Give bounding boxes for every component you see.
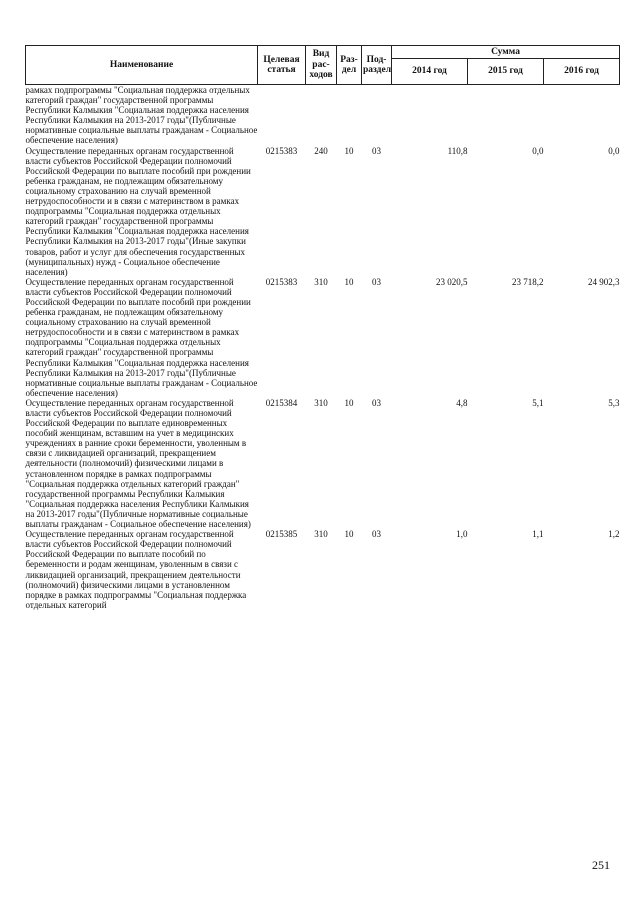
cell-target-article: 0215383	[265, 276, 298, 287]
cell-sum-2015	[468, 85, 544, 146]
cell-name: Осуществление переданных органам государственной власти субъектов Российской Федерации полномочий Российской Федерации по выплате пособий при рождении ребенка гражданам, не подлежащим обязательному социальному страхованию на случай временной нетрудоспособности и в связи с материнством в рамках подпрограммы "Социальная поддержка отдельных категорий граждан" государственной программы Республики Калмыкия "Социальная поддержка населения Республики Калмыкия на 2013-2017 годы"(Публичные нормативные социальные выплаты гражданам - Социальное обеспечение населения)	[25, 276, 258, 398]
cell-subsection: 03	[372, 397, 381, 408]
cell-name: Осуществление переданных органам государственной власти субъектов Российской Федерации полномочий Российской Федерации по выплате пособий при рождении ребенка гражданам, не подлежащим обязательному социальному страхованию на случай временной нетрудоспособности и в связи с материнством в рамках подпрограммы "Социальная поддержка отдельных категорий граждан" государственной программы Республики Калмыкия "Социальная поддержка населения Республики Калмыкия на 2013-2017 годы"(Иные закупки товаров, работ и услуг для обеспечения государственных (муниципальных) нужд - Социальное обеспечение населения)	[25, 145, 251, 277]
header-year-2016: 2016 год	[544, 59, 620, 85]
cell-sum-2014: 4,8	[456, 397, 468, 408]
cell-target-article: 0215384	[265, 397, 298, 408]
cell-sum-2015: 5,1	[532, 397, 544, 408]
table-header	[26, 46, 620, 85]
cell-section: 10	[344, 397, 354, 408]
cell-name: Осуществление переданных органам государственной власти субъектов Российской Федерации полномочий Российской Федерации по выплате пособий по беременности и родам женщинам, уволенным в связи с ликвидацией организаций, прекращением деятельности (полномочий) физическими лицами в установленном порядке в рамках подпрограммы "Социальная поддержка отдельных категорий	[25, 529, 247, 610]
cell-sum-2015: 23 718,2	[512, 276, 544, 287]
page-number: 251	[592, 858, 610, 872]
header-name: Наименование	[26, 46, 258, 85]
cell-sum-2014: 23 020,5	[436, 276, 468, 287]
cell-section: 10	[344, 529, 354, 540]
cell-sum-2014: 1,0	[456, 529, 468, 540]
table-row	[26, 529, 620, 610]
cell-sum-2015: 1,1	[532, 529, 544, 540]
table-row	[26, 398, 620, 529]
cell-target-article: 0215385	[265, 529, 298, 540]
header-sum: Сумма	[392, 46, 620, 59]
table-row	[26, 85, 620, 146]
table-row	[26, 146, 620, 277]
cell-sum-2016	[544, 85, 620, 146]
cell-sum-2016: 0,0	[608, 145, 620, 156]
table-row	[26, 277, 620, 398]
header-year-2015: 2015 год	[468, 59, 544, 85]
cell-sum-2015: 0,0	[532, 145, 544, 156]
cell-subsection: 03	[372, 276, 381, 287]
budget-table	[25, 45, 620, 610]
cell-subsection: 03	[372, 529, 381, 540]
header-expense-type: Вид рас-ходов	[306, 46, 337, 85]
cell-sum-2016: 1,2	[608, 529, 620, 540]
cell-section: 10	[344, 145, 354, 156]
header-section: Раз-дел	[337, 46, 362, 85]
cell-subsection: 03	[372, 145, 381, 156]
cell-target-article: 0215383	[265, 145, 298, 156]
header-subsection: Под-раздел	[362, 46, 392, 85]
cell-name: рамках подпрограммы "Социальная поддержка отдельных категорий граждан" государственной программы Республики Калмыкия "Социальная поддержка населения Республики Калмыкия на 2013-2017 годы"(Публичные нормативные социальные выплаты гражданам - Социальное обеспечение населения)	[25, 85, 258, 146]
cell-expense-type: 310	[314, 276, 328, 287]
cell-sum-2016: 24 902,3	[588, 276, 620, 287]
cell-sum-2014: 110,8	[447, 145, 468, 156]
cell-target-article	[258, 85, 306, 146]
cell-expense-type: 310	[314, 529, 328, 540]
cell-expense-type	[306, 85, 337, 146]
cell-expense-type: 240	[314, 145, 328, 156]
cell-subsection	[362, 85, 392, 146]
cell-name: Осуществление переданных органам государственной власти субъектов Российской Федерации полномочий Российской Федерации по выплате единовременных пособий женщинам, вставшим на учет в медицинских учреждениях в ранние сроки беременности, уволенным в связи с ликвидацией организаций, прекращением деятельности (полномочий) физическими лицами в установленном порядке в рамках подпрограммы "Социальная поддержка отдельных категорий граждан" государственной программы Республики Калмыкия "Социальная поддержка населения Республики Калмыкия на 2013-2017 годы"(Публичные нормативные социальные выплаты гражданам - Социальное обеспечение населения)	[25, 397, 251, 530]
cell-sum-2014	[392, 85, 468, 146]
cell-section: 10	[344, 276, 354, 287]
cell-sum-2016: 5,3	[608, 397, 620, 408]
cell-expense-type: 310	[314, 397, 328, 408]
cell-section	[337, 85, 362, 146]
header-target-article: Целевая статья	[258, 46, 306, 85]
table-body	[26, 85, 620, 610]
header-year-2014: 2014 год	[392, 59, 468, 85]
